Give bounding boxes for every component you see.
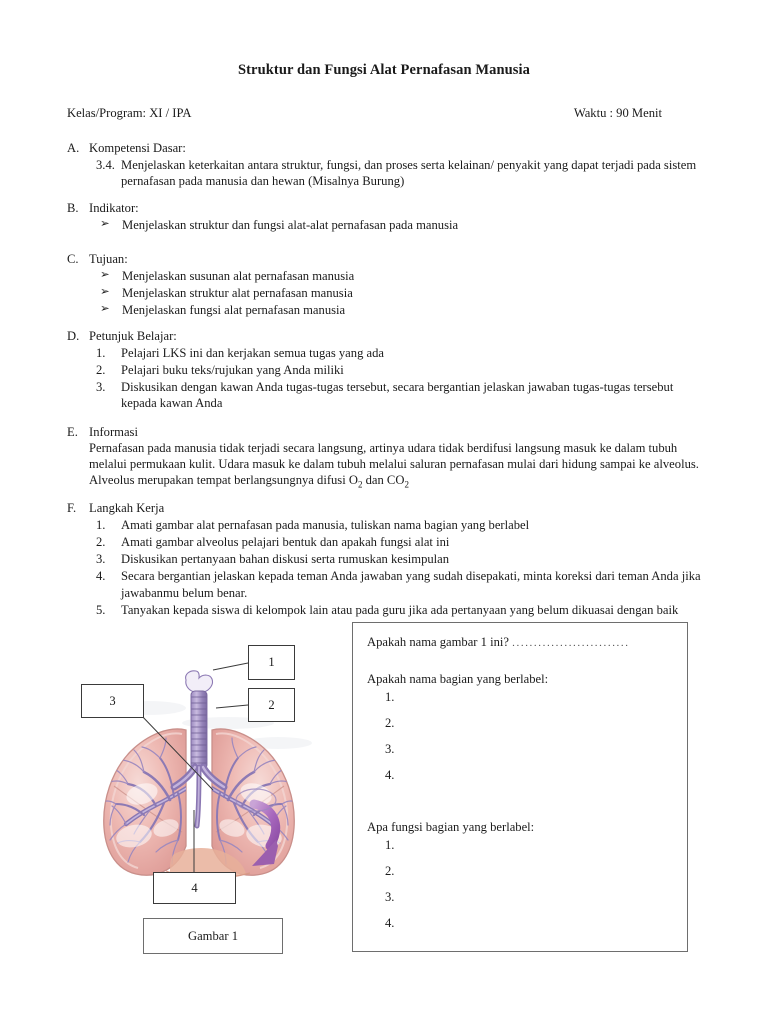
section-c-list [100, 268, 707, 318]
list-item [96, 551, 707, 567]
item-text: Amati gambar alveolus pelajari bentuk dan apakah fungsi alat ini [121, 535, 450, 550]
arrow-bullet-icon: ➢ [100, 269, 110, 282]
item-marker: 1. [96, 346, 106, 361]
list-item [96, 362, 707, 378]
section-d-list [96, 345, 707, 411]
question-1-row [367, 635, 687, 650]
item-text: Menjelaskan fungsi alat pernafasan manusia [122, 303, 346, 318]
answer-slot[interactable]: 1. [385, 690, 395, 704]
list-item [96, 157, 707, 189]
list-item [100, 285, 707, 301]
respiratory-figure [70, 628, 340, 958]
list-item [96, 568, 707, 600]
figure-label-3-text: 3 [109, 693, 116, 708]
question-3-label: Apa fungsi bagian yang berlabel: [367, 820, 535, 834]
spacer [367, 794, 687, 820]
arrow-bullet-icon: ➢ [100, 286, 110, 299]
subscript-co2: 2 [404, 479, 409, 490]
section-indikator [67, 200, 707, 233]
list-item [96, 534, 707, 550]
item-text: Menjelaskan struktur alat pernafasan manusia [122, 286, 353, 301]
section-petunjuk-belajar [67, 328, 707, 412]
section-tujuan [67, 251, 707, 318]
section-c-letter: C. [67, 252, 79, 266]
section-informasi [67, 424, 707, 491]
figure-caption-box [143, 918, 283, 954]
section-d-letter: D. [67, 329, 80, 343]
section-b-title: Indikator: [89, 201, 139, 215]
question-2-label: Apakah nama bagian yang berlabel: [367, 672, 549, 686]
figure-caption-text: Gambar 1 [187, 928, 238, 943]
item-text: Pelajari LKS ini dan kerjakan semua tugas yang ada [121, 346, 384, 361]
section-e-title: Informasi [89, 425, 138, 439]
section-a-title: Kompetensi Dasar: [89, 141, 186, 155]
answer-slot[interactable]: 2. [385, 716, 395, 730]
arrow-bullet-icon: ➢ [100, 303, 110, 316]
arrow-bullet-icon: ➢ [100, 218, 110, 231]
item-text: Tanyakan kepada siswa di kelompok lain atau pada guru jika ada pertanyaan yang belum dikuasai dengan baik [121, 602, 679, 617]
section-kompetensi-dasar [67, 140, 707, 189]
answer-slot[interactable]: 1. [385, 838, 395, 852]
item-text: Menjelaskan keterkaitan antara struktur, fungsi, dan proses serta kelainan/ penyakit yang dapat terjadi pada sistem pernafasan pada manusia dan hewan (Misalnya Burung) [121, 158, 697, 189]
answer-slot[interactable]: 4. [385, 916, 395, 930]
answer-slot[interactable]: 2. [385, 864, 395, 878]
section-langkah-kerja [67, 500, 707, 618]
item-marker: 3.4. [96, 158, 115, 173]
question-2-answer-list [367, 690, 687, 794]
item-text: Secara bergantian jelaskan kepada teman Anda jawaban yang sudah disepakati, minta koreksi dari teman Anda jika jawabanmu belum benar. [121, 569, 701, 600]
list-item [100, 268, 707, 284]
item-marker: 3. [96, 552, 106, 567]
item-marker: 1. [96, 518, 106, 533]
figure-label-4-text: 4 [191, 880, 198, 895]
list-item [96, 379, 707, 411]
informasi-text-part1: Pernafasan pada manusia tidak terjadi secara langsung, artinya udara tidak berdifusi langsung masuk ke dalam tubuh melalui permukaan kulit. Udara masuk ke dalam tubuh melalui saluran pernafasan mulai dari hidung sampai ke alveolus. Alveolus merupakan tempat berlangsungnya difusi O [89, 441, 699, 488]
section-b-letter: B. [67, 201, 79, 215]
list-item [100, 302, 707, 318]
section-b-list [100, 217, 707, 233]
list-item [96, 602, 707, 618]
item-marker: 2. [96, 363, 106, 378]
list-item [100, 217, 707, 233]
class-program-label: Kelas/Program: XI / IPA [67, 106, 192, 120]
list-item [96, 517, 707, 533]
figure-label-box-1[interactable] [248, 645, 295, 680]
figure-label-box-4[interactable] [153, 872, 236, 904]
time-label: Waktu : 90 Menit [573, 106, 662, 120]
section-f-list [96, 517, 707, 618]
section-f-letter: F. [67, 501, 77, 515]
section-d-title: Petunjuk Belajar: [89, 329, 177, 343]
item-text: Amati gambar alat pernafasan pada manusia, tuliskan nama bagian yang berlabel [121, 518, 530, 533]
item-text: Pelajari buku teks/rujukan yang Anda miliki [121, 363, 344, 378]
subscript-o2: 2 [357, 479, 363, 490]
item-marker: 2. [96, 535, 106, 550]
list-item [96, 345, 707, 361]
answer-slot[interactable]: 3. [385, 890, 395, 904]
informasi-paragraph [89, 440, 707, 491]
item-text: Menjelaskan struktur dan fungsi alat-alat pernafasan pada manusia [122, 218, 459, 233]
figure-label-1-text: 1 [268, 655, 275, 669]
item-text: Diskusikan dengan kawan Anda tugas-tugas tersebut, secara bergantian jelaskan jawaban tugas-tugas tersebut kepada kawan Anda [121, 380, 674, 411]
section-a-letter: A. [67, 141, 80, 155]
question-1-label: Apakah nama gambar 1 ini? [367, 635, 509, 649]
answer-slot[interactable]: 3. [385, 742, 395, 756]
item-text: Diskusikan pertanyaan bahan diskusi serta rumuskan kesimpulan [121, 552, 450, 567]
section-e-letter: E. [67, 425, 78, 439]
item-text: Menjelaskan susunan alat pernafasan manusia [122, 269, 355, 284]
item-marker: 3. [96, 380, 106, 395]
section-a-list [96, 157, 707, 189]
figure-label-box-3[interactable] [81, 684, 144, 718]
answer-slot[interactable]: 4. [385, 768, 395, 782]
section-f-title: Langkah Kerja [89, 501, 165, 515]
item-marker: 5. [96, 602, 106, 617]
answer-fill-line-1[interactable]: ........................... [512, 637, 630, 649]
section-c-title: Tujuan: [89, 252, 128, 266]
figure-label-box-2[interactable] [248, 688, 295, 722]
header-row [67, 106, 662, 121]
figure-label-2-text: 2 [268, 697, 275, 712]
item-marker: 4. [96, 569, 106, 584]
question-box [352, 622, 688, 952]
informasi-text-part2: dan CO [362, 473, 405, 488]
question-3-answer-list [367, 838, 687, 942]
page-title: Struktur dan Fungsi Alat Pernafasan Manusia [237, 62, 531, 78]
